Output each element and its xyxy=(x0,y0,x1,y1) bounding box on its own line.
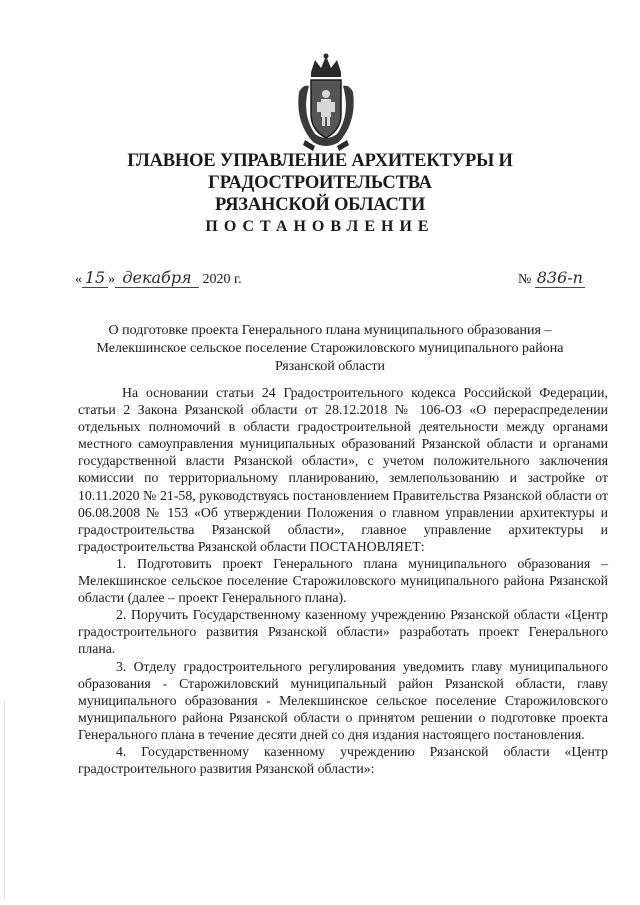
organization-line-1: ГЛАВНОЕ УПРАВЛЕНИЕ АРХИТЕКТУРЫ И ГРАДОСТРОИТЕЛЬСТВА xyxy=(127,151,513,193)
subject-line-2: Мелекшинское сельское поселение Старожиловского муниципального района xyxy=(96,341,564,356)
number-value: 836-п xyxy=(536,268,583,287)
coat-of-arms-icon xyxy=(293,52,359,152)
subject-line-1: О подготовке проекта Генерального плана муниципального образования – xyxy=(108,323,552,338)
scan-edge-line xyxy=(4,700,5,900)
document-number xyxy=(518,268,585,288)
subject-line-3: Рязанской области xyxy=(274,359,386,374)
date-month: декабря xyxy=(115,268,199,288)
document-body xyxy=(78,384,608,777)
list-item: 2. Поручить Государственному казенному учреждению Рязанской области «Центр градостроительного развития Рязанской области» разработать проект Генерального плана. xyxy=(78,607,608,657)
date-year: 2020 г. xyxy=(202,272,242,287)
organization-line-2: РЯЗАНСКОЙ ОБЛАСТИ xyxy=(214,195,426,215)
date-close-quote: » xyxy=(108,272,115,287)
date-open-quote: « xyxy=(75,272,82,287)
document-subject xyxy=(60,322,600,376)
list-item: 3. Отделу градостроительного регулирования уведомить главу муниципального образования - Старожиловский муниципальный район Рязанской области, главу муниципального образования - Мелекшинское сельское поселение Старожиловского муниципального района Рязанской области о принятом решении о подготовке проекта Генерального плана в течение десяти дней со дня издания настоящего постановления. xyxy=(78,658,608,742)
document-type: ПОСТАНОВЛЕНИЕ xyxy=(205,218,435,235)
organization-name xyxy=(40,150,600,216)
preamble-paragraph: На основании статьи 24 Градостроительного кодекса Российской Федерации, статьи 2 Закона Рязанской области от 28.12.2018 № 106-ОЗ «О перераспределении отдельных полномочий в области градостроительной деятельности между органами местного самоуправления муниципальных образований Рязанской области и органами государственной власти Рязанской области», с учетом положительного заключения комиссии по территориальному планированию, землепользованию и застройке от 10.11.2020 № 21-58, руководствуясь постановлением Правительства Рязанской области от 06.08.2008 № 153 «Об утверждении Положения о главном управлении архитектуры и градостроительства Рязанской области», главное управление архитектуры и градостроительства Рязанской области ПОСТАНОВЛЯЕТ: xyxy=(78,385,608,554)
document-date xyxy=(75,268,242,288)
number-prefix: № xyxy=(518,272,532,287)
list-item: 1. Подготовить проект Генерального плана муниципального образования – Мелекшинское сельское поселение Старожиловского муниципального района Рязанской области (далее – проект Генерального плана). xyxy=(78,555,608,606)
list-item: 4. Государственному казенному учреждению Рязанской области «Центр градостроительного развития Рязанской области»: xyxy=(78,743,608,777)
date-day: 15 xyxy=(82,268,108,288)
